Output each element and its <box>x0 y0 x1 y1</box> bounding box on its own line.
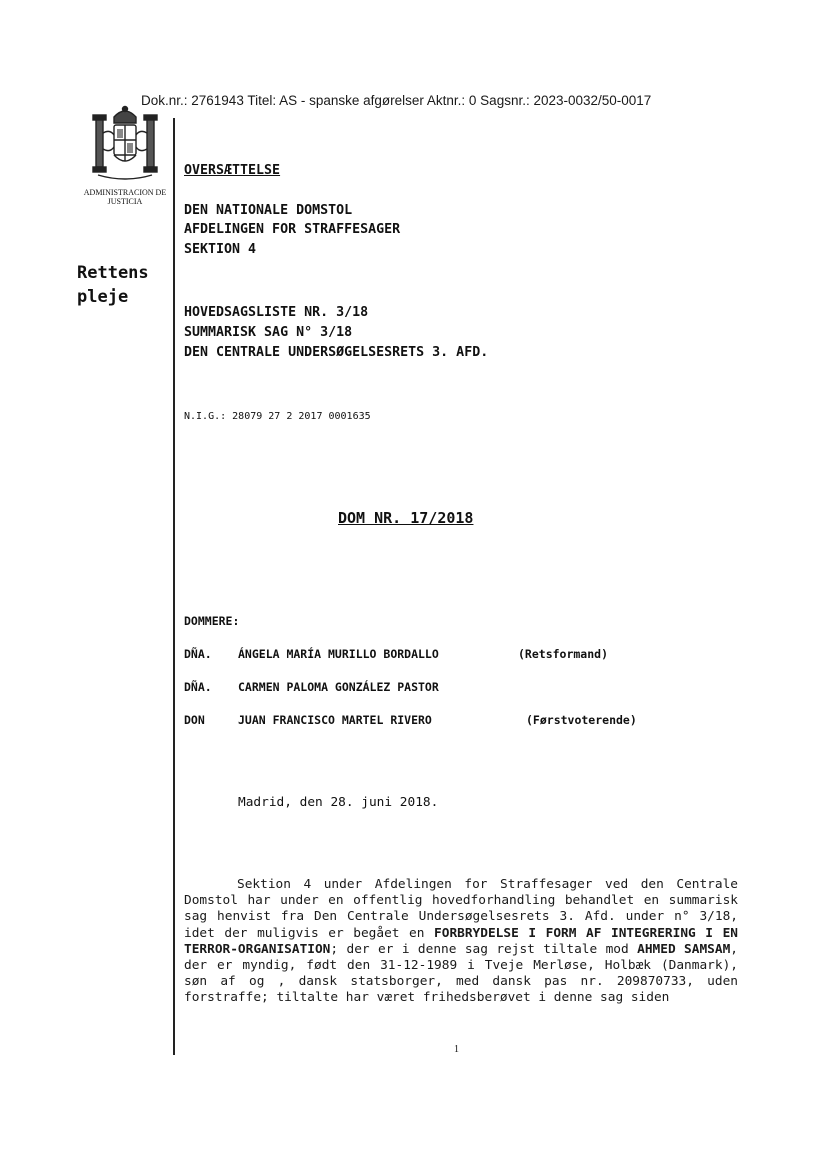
judgment-title: DOM NR. 17/2018 <box>338 509 474 527</box>
judge-role: (Førstvoterende) <box>526 713 637 727</box>
judge-name: JUAN FRANCISCO MARTEL RIVERO <box>238 713 432 727</box>
judge-name: ÁNGELA MARÍA MURILLO BORDALLO <box>238 647 439 661</box>
margin-rule <box>173 118 175 1055</box>
crime-designation: FORBRYDELSE I FORM AF INTEGRERING I EN TERROR-ORGANISATION <box>184 925 738 957</box>
case-line: SUMMARISK SAG N° 3/18 <box>184 325 353 340</box>
case-line: DEN CENTRALE UNDERSØGELSESRETS 3. AFD. <box>184 345 489 360</box>
coat-of-arms-logo <box>84 103 166 187</box>
judge-prefix: DON <box>184 713 205 727</box>
defendant-name: AHMED SAMSAM <box>637 941 731 957</box>
case-line: HOVEDSAGSLISTE NR. 3/18 <box>184 305 369 320</box>
judge-prefix: DÑA. <box>184 647 212 661</box>
court-line: DEN NATIONALE DOMSTOL <box>184 203 353 218</box>
court-line: SEKTION 4 <box>184 242 257 257</box>
document-header: Dok.nr.: 2761943 Titel: AS - spanske afgørelser Aktnr.: 0 Sagsnr.: 2023-0032/50-0017 <box>141 93 652 108</box>
court-line: AFDELINGEN FOR STRAFFESAGER <box>184 222 401 237</box>
judge-prefix: DÑA. <box>184 680 212 694</box>
body-paragraph <box>184 877 738 1007</box>
paragraph-text: , der er myndig, født den 31-12-1989 i Tveje Merløse, Holbæk (Danmark), søn af og , dansk statsborger, med dansk pas nr. 209870733, uden forstraffe; tiltalte har været frihedsberøvet i denne sag siden <box>184 941 738 1006</box>
page-number: 1 <box>454 1044 459 1055</box>
judge-name: CARMEN PALOMA GONZÁLEZ PASTOR <box>238 680 439 694</box>
judges-heading: DOMMERE: <box>184 614 240 628</box>
translation-heading: OVERSÆTTELSE <box>184 163 281 178</box>
sidebar-label: Rettens pleje <box>77 263 149 307</box>
paragraph-text: Sektion 4 under Afdelingen for Straffesager ved den Centrale Domstol har under en offentlig hovedforhandling behandlet en summarisk sag henvist fra Den Centrale Undersøgelsesrets 3. Afd. under n° 3/18, idet der muligvis er begået en <box>184 877 738 941</box>
paragraph-text: ; der er i denne sag rejst tiltale mod <box>330 941 638 957</box>
date-line: Madrid, den 28. juni 2018. <box>238 795 439 810</box>
nig-number: N.I.G.: 28079 27 2 2017 0001635 <box>184 411 371 422</box>
judge-role: (Retsformand) <box>518 647 609 661</box>
logo-caption: ADMINISTRACION DE JUSTICIA <box>83 188 167 206</box>
